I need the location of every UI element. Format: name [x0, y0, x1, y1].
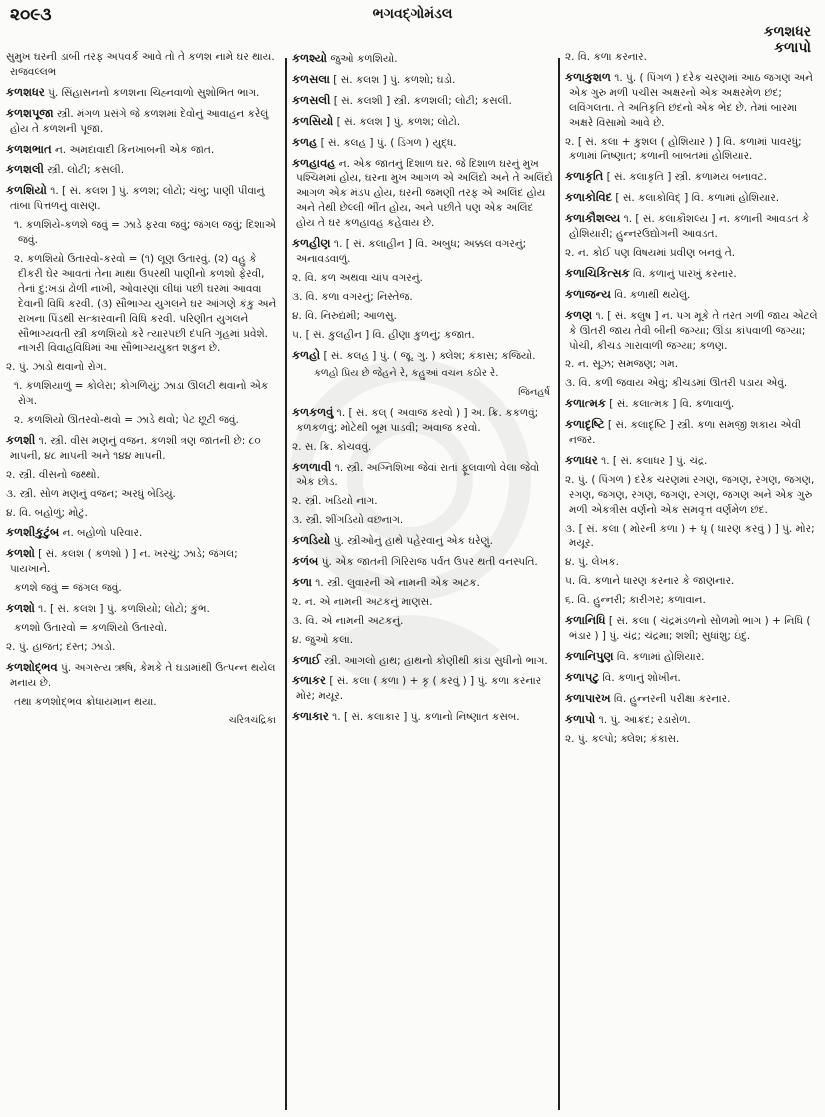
entry-headword: કળાત્મક — [565, 396, 606, 411]
entry-definition: ૧. [ સં. કલાકાર ] પું. કળાનો નિષ્ણાત કસબ. — [328, 711, 520, 724]
entry-headword: કળાકુશળ — [565, 69, 611, 84]
entry-definition: ૪. જુઓ કલા. — [292, 633, 354, 646]
dictionary-entry — [565, 452, 819, 469]
entry-definition: [ સં. કલહ ] પું. ( ડિંગળ ) યુદ્ધ. — [317, 136, 457, 149]
column-rule — [285, 58, 287, 1110]
dictionary-entry — [292, 271, 554, 286]
entry-definition: ૧. [ સં. કલુષ ] ન. પગ મૂકે તે તરત ગળી જાય એટલે કે ઊતરી જાય તેવી બીની જગ્યા; ઊંડા કાંપવાળી જગ્યા; પોચી, કીચડ ગારાવાળી જગ્યા; કળણ. — [569, 309, 818, 352]
entry-definition: પું. સિંહાસનનો કળશના ચિહ્નવાળો સુશોભિત ભાગ. — [44, 86, 260, 99]
dictionary-entry — [6, 432, 280, 464]
dictionary-entry — [6, 714, 280, 728]
dictionary-entry — [292, 672, 554, 704]
entry-definition: ૧. સ્ત્રી. અગ્નિશિખા જેવાં રાતાં ફૂલવાળો વેલા જેવો એક છોડ. — [296, 461, 540, 489]
entry-definition: કળશો ઉતારવો = કળશિયો ઉતારવો. — [14, 622, 168, 634]
entry-headword: કળાકાર — [292, 709, 329, 724]
entry-headword: કળાકર — [292, 673, 326, 688]
entry-definition: ૧. [ સં. કલશ ] પું. કળશ; લોટો; ચંબુ; પાણી પીવાનું તાંબા પિત્તળનું વાસણ. — [10, 185, 265, 213]
entry-headword: કળાપો — [565, 711, 596, 726]
dictionary-entry — [6, 84, 280, 101]
entry-headword: કળળાવી — [292, 459, 332, 474]
entry-definition: ન. બહોળો પરિવાર. — [59, 527, 143, 540]
entry-headword: કળશધર — [6, 84, 45, 99]
entry-definition: ૩. સ્ત્રી. સોળ મણનું વજન; અરધું બેડિયું. — [6, 487, 176, 500]
entry-definition: ૨. પું. ( પિંગળ ) દરેક ચરણમાં રગણ, જગણ, રગણ, જગણ, રગણ, જગણ, રગણ, જગણ, રગણ, જગણ અને એક ગુરુ મળી એકત્રીસ વર્ણનો એક સમવૃત્ત વર્ણમેળ છંદ. — [565, 473, 815, 516]
dictionary-entry — [292, 50, 554, 67]
dictionary-entry — [565, 522, 819, 552]
entry-headword: કળાનિપુણ — [565, 648, 614, 663]
entry-definition: [ સં. કલશી ] સ્ત્રી. કળશલી; લોટી; કસલી. — [330, 94, 512, 107]
entry-definition: વિ. કળાથી થયેલું. — [610, 288, 691, 301]
dictionary-entry — [292, 494, 554, 509]
entry-definition: સ્ત્રી. મંગળ પ્રસંગે જે કળશમાં દેવોનું આવાહન કરેલું હોય તે કળશની પૂજા. — [10, 107, 269, 135]
entry-headword: કળહાવહ — [292, 155, 336, 170]
entry-definition: ૧. પું. આક્રંદ; રડારોળ. — [595, 713, 691, 726]
entry-headword: કળંબ — [292, 554, 319, 569]
entry-definition: ૩. [ સં. કલા ( મોરની કળા ) + ધૃ ( ધારણ કરવું ) ] પું. મોર; મયૂર. — [565, 522, 815, 550]
dictionary-entry — [6, 182, 280, 214]
dictionary-entry — [6, 600, 280, 617]
dictionary-entry — [565, 395, 819, 412]
entry-headword: કળસિયો — [292, 113, 334, 128]
entry-definition: વિ. કળાનું પારખું કરનાર. — [629, 267, 737, 280]
dictionary-entry — [6, 659, 280, 691]
entry-headword: કળશ્યો — [292, 51, 327, 65]
dictionary-entry — [565, 50, 819, 65]
entry-definition: ન. એક જાતનું દિશાળ ઘર. જે દિશાળ ઘરનું મુખ પશ્ચિમમાં હોય, ઘરના મુખ આગળ એ અલિંદો અને તે અલિંદો આગળ એક મંડપ હોય, ઘરની જમણી તરફ એ અલિંદ હોય અને તેથી છેલ્લી ભીંત હોય, અને પછીતે પણ એક અલિંદ હોય તે ઘર કળહાવહ કહેવાય છે. — [296, 157, 553, 230]
entry-definition: ૪. પું. લેખક. — [565, 556, 619, 569]
dictionary-entry — [292, 290, 554, 305]
dictionary-entry — [6, 581, 280, 596]
dictionary-entry — [292, 708, 554, 725]
entry-definition: સુમુખ ઘરની ડાબી તરફ અપવર્ક આવે તો તે કળશ નામે ઘર થાય. રાજવલ્લભ — [6, 51, 275, 78]
page-number: ૨૦૯૩ — [10, 5, 52, 25]
entry-definition: જુઓ કળશિયો. — [326, 53, 398, 65]
entry-headword: કળહ — [292, 134, 318, 149]
entry-definition: ૩. વિ. કળી જવાય એવું; કીચડમાં ઊતરી પડાય એવું. — [565, 377, 788, 390]
entry-definition: ૧. પું. ( પિંગળ ) દરેક ચરણમાં આઠ જગણ અને એક ગુરુ મળી પચીસ અક્ષરનો એક અક્ષરમેળ છંદ; લવિંગલતા. તે અતિકૃતિ છંદનો એક ભેદ છે. તેમાં બારમા અક્ષરે વિસામો આવે છે. — [569, 71, 813, 129]
entry-headword: કળશોદ્ભવ — [6, 659, 58, 674]
dictionary-entry — [565, 555, 819, 570]
dictionary-entry — [292, 328, 554, 343]
dictionary-entry — [6, 161, 280, 178]
entry-definition: પું. એક જાતની ગિરિરાજ પર્વત ઉપર થતી વનસ્પતિ. — [318, 556, 538, 569]
entry-headword: કળસલા — [292, 71, 330, 86]
entry-headword: કળશો — [6, 546, 35, 561]
entry-headword: કળાપારખ — [565, 690, 611, 705]
entry-headword: કળસલી — [292, 92, 331, 107]
dictionary-entry — [565, 307, 819, 354]
entry-headword: કળાચિકિત્સક — [565, 265, 630, 280]
dictionary-entry — [292, 459, 554, 491]
dictionary-column-3 — [565, 50, 819, 1112]
dictionary-entry — [292, 513, 554, 528]
entry-definition: ન. અમદાવાદી કિનખાબની એક જાત. — [51, 143, 215, 156]
dictionary-entry — [6, 487, 280, 502]
dictionary-entry — [6, 141, 280, 158]
dictionary-entry — [565, 69, 819, 131]
entry-definition: [ સં. કલાત્મક ] વિ. કળાવાળું. — [605, 398, 735, 411]
entry-definition: [ સં. કલાદૃષ્ટિ ] સ્ત્રી. કળા સમજી શકાય એવી નજર. — [569, 419, 801, 447]
entry-headword: કળાકોવિદ — [565, 190, 613, 205]
dictionary-entry — [565, 376, 819, 391]
entry-definition: ૨. પું. હાજત; દસ્ત; ઝાડો. — [6, 640, 116, 653]
entry-definition: પું. અગસ્ત્ય ઋષિ, કેમકે તે ઘડામાંથી ઉત્પન્ન થયેલ મનાય છે. — [10, 661, 276, 689]
dictionary-entry — [292, 71, 554, 88]
dictionary-entry — [6, 413, 280, 428]
dictionary-entry — [565, 246, 819, 261]
dictionary-entry — [292, 347, 554, 364]
entry-headword: કળશલી — [6, 162, 44, 177]
entry-definition: ૨. ન. સૂઝ; સમજણ; ગમ. — [565, 358, 679, 371]
entry-definition: ૩. વિ. કળા વગરનું; નિસ્તેજ. — [292, 290, 413, 303]
dictionary-entry — [565, 473, 819, 518]
entry-definition: [ સં. કલાકોવિદ્ ] વિ. કળામાં હોશિયાર. — [612, 192, 780, 205]
entry-headword: કળણ — [565, 307, 593, 322]
entry-definition: ૨. [ સં. કલા + કુશલ ( હોશિયાર ) ] વિ. કળામાં પાવરધું; કળામાં નિષ્ણાત; કળાની બાબતમાં હોશિયાર. — [565, 135, 802, 163]
guide-word-last: કળાપો — [774, 40, 811, 57]
dictionary-entry — [565, 168, 819, 185]
dictionary-entry — [6, 506, 280, 521]
entry-headword: કળાદૃષ્ટિ — [565, 417, 605, 432]
entry-definition: ૪. વિ. બહોળું; મોટું. — [6, 506, 88, 519]
entry-headword: કળકળવું — [292, 404, 334, 419]
dictionary-entry — [6, 50, 280, 80]
dictionary-entry — [6, 524, 280, 541]
dictionary-entry — [565, 416, 819, 448]
dictionary-entry — [565, 265, 819, 282]
entry-definition: [ સં. કલશ ] પું. કળશ; લોટો. — [333, 115, 461, 128]
entry-definition: ચરિત્રચંદ્રિકા — [228, 714, 276, 726]
dictionary-entry — [565, 648, 819, 665]
entry-headword: કળહો — [292, 347, 321, 362]
dictionary-entry — [292, 633, 554, 648]
entry-headword: કળાધર — [565, 452, 598, 467]
entry-definition: ૫. વિ. કળાને ધારણ કરનાર કે જાણનાર. — [565, 575, 735, 588]
entry-definition: ૨. સ્ત્રી. ખડિયો નાગ. — [292, 495, 378, 508]
dictionary-entry — [565, 690, 819, 707]
dictionary-entry — [292, 367, 554, 381]
entry-definition: તથા કળશોદ્ભવ ક્રોધાયમાન થયા. — [14, 695, 157, 708]
dictionary-entry — [292, 553, 554, 570]
entry-headword: કળડિયો — [292, 533, 331, 548]
dictionary-entry — [292, 574, 554, 591]
dictionary-entry — [565, 210, 819, 242]
dictionary-entry — [565, 669, 819, 686]
entry-definition: ૨. સ. ક્રિ. કોચવવું. — [292, 440, 372, 453]
entry-headword: કળશી — [6, 432, 36, 447]
entry-headword: કળહીણ — [292, 236, 331, 251]
dictionary-entry — [565, 286, 819, 303]
entry-definition: ૨. કળશિયો ઊતરવો-થવો = ઝાડે થવો; પેટ છૂટી જવું. — [14, 414, 239, 427]
entry-definition: ૧. [ સં. કલાહીન ] વિ. અબુધ; અક્કલ વગરનું; અનાવડવાળું. — [296, 238, 527, 265]
dictionary-entry — [565, 189, 819, 206]
dictionary-entry — [292, 134, 554, 151]
dictionary-entry — [292, 404, 554, 436]
dictionary-entry — [565, 593, 819, 608]
dictionary-entry — [6, 379, 280, 409]
entry-headword: કળા — [292, 574, 312, 589]
entry-definition: વિ. કળામાં હોશિયાર. — [613, 650, 705, 663]
entry-definition: [ સં. કલા ( ચંદ્રમંડળનો સોળમો ભાગ ) + નિધિ ( ભંડાર ) ] પું. ચંદ્ર; ચંદ્રમા; શશી; સુધાંશુ; ઇંદુ. — [569, 615, 811, 642]
dictionary-entry — [565, 711, 819, 728]
dictionary-column-1 — [6, 50, 280, 1112]
dictionary-entry — [292, 532, 554, 549]
entry-definition: [ સં. કલશ ( કળશો ) ] ન. ખરચું; ઝાડે; જંગલ; પાયખાને. — [10, 548, 238, 576]
dictionary-entry — [6, 218, 280, 248]
entry-definition: ૨. વિ. કળા કરનાર. — [565, 51, 647, 63]
entry-headword: કળશીકુટુંબ — [6, 525, 60, 540]
entry-definition: ૧. [ સં. કલાકૌશલ્ય ] ન. કળાની આવડત કે હોશિયારી; હુન્નરઉદ્યોગની આવડત. — [569, 213, 810, 241]
entry-headword: કળાજન્ય — [565, 286, 611, 301]
entry-definition: ૧. કળશિયાળું = કોલેરા; કોગળિયું; ઝાડા ઊલટી થવાનો એક રોગ. — [14, 380, 269, 408]
entry-definition: કળશે જવું = જંગલ જવું. — [14, 582, 122, 595]
entry-headword: કળશો — [6, 601, 35, 616]
entry-definition: ૧. [ સં. કલાધર ] પું. ચંદ્ર. — [597, 454, 708, 467]
dictionary-entry — [565, 574, 819, 589]
entry-definition: ૨. ન. એ નામની અટકનું માણસ. — [292, 595, 433, 608]
guide-word-first: કળશધર — [763, 24, 811, 40]
entry-headword: કળશભાત — [6, 141, 52, 156]
entry-definition: ૧. કળશિયે-કળશે જવું = ઝાડે ફરવા જવું; જંગલ જવું; દિશાએ જવું. — [14, 219, 276, 247]
dictionary-column-2 — [292, 50, 554, 1112]
dictionary-entry — [292, 440, 554, 455]
entry-definition: ૬. વિ. હુન્નરી; કારીગર; કળાવાન. — [565, 594, 706, 607]
entry-definition: ૩. સ્ત્રી. શીંગડિયો વછનાગ. — [292, 514, 404, 527]
entry-definition: [ સં. કલશ ] પું. કળશો; ઘડો. — [329, 73, 456, 86]
dictionary-entry — [6, 695, 280, 710]
entry-definition: સ્ત્રી. આગલો હાથ; હાથનો કોણીથી કાંડા સુધીનો ભાગ. — [320, 654, 548, 667]
dictionary-entry — [565, 612, 819, 644]
dictionary-entry — [565, 732, 819, 747]
entry-headword: કળાકૃતિ — [565, 169, 604, 184]
dictionary-entry — [565, 357, 819, 372]
entry-definition: ૧. [ સં. કલશ ] પું. કળશિયો; લોટો; કુંભ. — [34, 603, 210, 616]
entry-definition: જિનહર્ષ — [518, 386, 550, 398]
entry-definition: [ સં. કલહ ] પું. ( જૂ. ગુ. ) ક્લેશ; કંકાસ; કજિયો. — [320, 349, 536, 362]
entry-definition: ૫. [ સં. કુલહીન ] વિ. હીણા કુળનું; કજાત. — [292, 328, 475, 341]
dictionary-entry — [292, 235, 554, 267]
entry-headword: કળાકૌશલ્ય — [565, 211, 621, 226]
dictionary-entry — [6, 468, 280, 483]
dictionary-entry — [565, 135, 819, 165]
entry-definition: વિ. કળાનું શોખીન. — [599, 671, 681, 684]
dictionary-entry — [292, 309, 554, 324]
entry-definition: [ સં. કલા ( કળા ) + કૃ ( કરવું ) ] પું. કળા કરનાર મોર; મયૂર. — [296, 675, 542, 703]
dictionary-entry — [292, 595, 554, 610]
entry-definition: ૧. [ સં. કલ્ ( અવાજ કરવો ) ] અ. ક્રિ. કકળવું; કળકળવું; મોટેથી બૂમ પાડવી; અવાજ કરવો. — [296, 406, 539, 434]
dictionary-entry — [6, 252, 280, 356]
entry-definition: ૨. વિ. કળ અથવા ચાંપ વગરનું. — [292, 271, 423, 284]
dictionary-entry — [292, 113, 554, 130]
dictionary-entry — [6, 545, 280, 577]
entry-headword: કળાનિધિ — [565, 613, 606, 628]
entry-definition: ૧. સ્ત્રી. લુવારની એ નામની એક અટક. — [311, 576, 480, 589]
dictionary-entry — [292, 614, 554, 629]
entry-definition: ૩. વિ. એ નામની અટકનું. — [292, 614, 404, 627]
entry-headword: કળાપટુ — [565, 669, 600, 684]
entry-definition: ૨. પું. ઝાડો થવાનો રોગ. — [6, 361, 107, 374]
dictionary-entry — [6, 360, 280, 375]
entry-definition: ૨. સ્ત્રી. વીસનો જથ્થો. — [6, 468, 100, 481]
entry-headword: કળશિયો — [6, 183, 47, 198]
entry-headword: કળશપૂજા — [6, 105, 54, 120]
entry-definition: ૨. ન. કોઈ પણ વિષયમાં પ્રવીણ બનવું તે. — [565, 246, 736, 259]
dictionary-entry — [6, 105, 280, 137]
dictionary-entry — [292, 652, 554, 669]
dictionary-entry — [292, 386, 554, 400]
column-rule — [558, 58, 560, 1110]
entry-definition: કળહો પ્રિય છે જેહને રે, કહુઆં વચન કઠોર રે. — [314, 368, 499, 380]
running-title: ભગવદ્ગોમંડલ — [372, 6, 453, 22]
entry-definition: પું. સ્ત્રીઓનું હાથે પહેરવાનું એક ઘરેણું. — [330, 535, 494, 548]
entry-definition: ૨. કળશિયો ઉતારવો-કરવો = (૧) લૂણ ઉતારવું. (૨) વહુ કે દીકરી ઘેર આવતાં તેના માથા ઉપરથી પાણીનો કળશો ફેરવી, તેનાં દુ:ખડાં ઢોળી નાખી, ઓવારણાં લીધાં પછી ઘરમાં આવવા દેવાની વિધિ કરવી. (૩) સૌભાગ્ય યુગલને ઘર આંગણે કંકુ અને રાખના પિંડથી સત્કારવાની વિધિ કરવી. પરિણીત યુગલને સૌભાગ્યવતી સ્ત્રી કળશિયો કરે ત્યારપછી દંપતિ ગૃહમાં પ્રવેશે. નાગરી વિવાહવિધિમાં આ સૌભાગ્યયુક્ત શકુન છે. — [14, 252, 277, 355]
entry-headword: કળાઈ — [292, 652, 321, 667]
dictionary-entry — [292, 155, 554, 232]
dictionary-entry — [292, 92, 554, 109]
entry-definition: ૪. વિ. નિરુદ્યમી; આળસુ. — [292, 309, 397, 322]
entry-definition: વિ. હુન્નરની પરીક્ષા કરનાર. — [610, 692, 731, 705]
entry-definition: ૧. સ્ત્રી. વીસ મણનું વજન. કળશી ત્રણ જાતની છે: ૮૦ માપની, ૪૮ માપની અને ૧૪૪ માપની. — [10, 434, 261, 462]
dictionary-entry — [6, 640, 280, 655]
entry-definition: સ્ત્રી. લોટી; કસલી. — [43, 164, 125, 177]
entry-definition: [ સં. કલાકૃતિ ] સ્ત્રી. કળામય બનાવટ. — [603, 171, 768, 184]
dictionary-entry — [6, 621, 280, 636]
entry-definition: ૨. પું. કલ્પો; ક્લેશ; કંકાસ. — [565, 732, 680, 745]
